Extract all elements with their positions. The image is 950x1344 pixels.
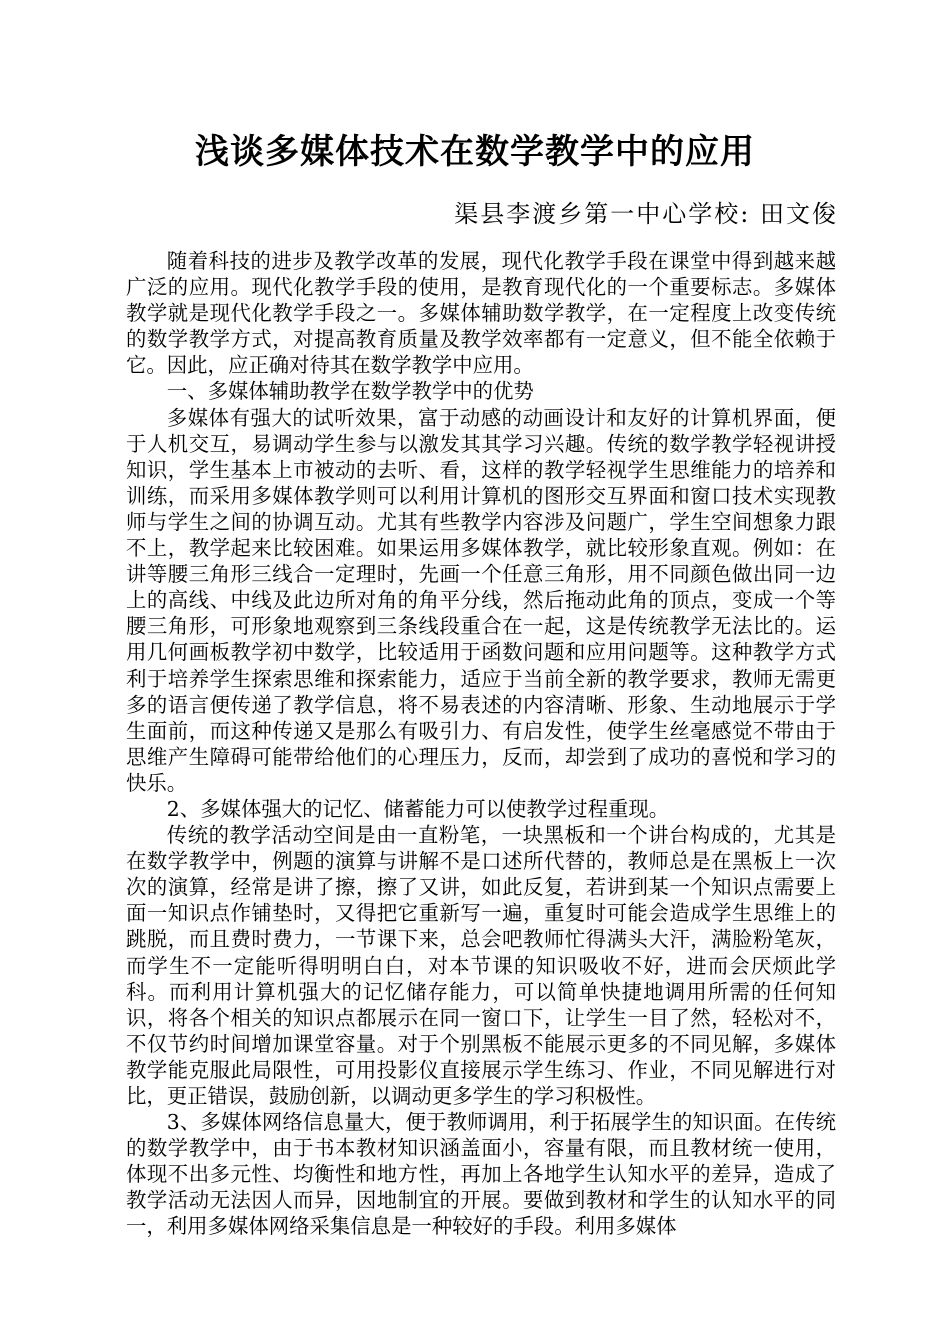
paragraph: 多媒体有强大的试听效果，富于动感的动画设计和友好的计算机界面，便于人机交互，易调动学生参与以激发其其学习兴趣。传统的数学教学轻视讲授知识，学生基本上市被动的去听、看，这样的教学轻视学生思维能力的培养和训练，而采用多媒体教学则可以利用计算机的图形交互界面和窗口技术实现教师与学生之间的协调互动。尤其有些教学内容涉及问题广，学生空间想象力跟不上，教学起来比较困难。如果运用多媒体教学，就比较形象直观。例如：在讲等腰三角形三线合一定理时，先画一个任意三角形，用不同颜色做出同一边上的高线、中线及此边所对角的角平分线，然后拖动此角的顶点，变成一个等腰三角形，可形象地观察到三条线段重合在一起，这是传统教学无法比的。运用几何画板教学初中数学，比较适用于函数问题和应用问题等。这种教学方式利于培养学生探索思维和探索能力，适应于当前全新的教学要求，教师无需更多的语言便传递了教学信息，将不易表述的内容清晰、形象、生动地展示于学生面前，而这种传递又是那么有吸引力、有启发性，使学生丝毫感觉不带由于思维产生障碍可能带给他们的心理压力，反而，却尝到了成功的喜悦和学习的快乐。 [126,405,836,795]
document-body [126,248,836,1240]
paragraph: 传统的教学活动空间是由一直粉笔，一块黑板和一个讲台构成的，尤其是在数学教学中，例题的演算与讲解不是口述所代替的，教师总是在黑板上一次次的演算，经常是讲了擦，擦了又讲，如此反复，若讲到某一个知识点需要上面一知识点作铺垫时，又得把它重新写一遍，重复时可能会造成学生思维上的跳脱，而且费时费力，一节课下来，总会吧教师忙得满头大汗，满脸粉笔灰，而学生不一定能听得明明白白，对本节课的知识吸收不好，进而会厌烦此学科。而利用计算机强大的记忆储存能力，可以简单快捷地调用所需的任何知识，将各个相关的知识点都展示在同一窗口下，让学生一目了然，轻松对不，不仅节约时间增加课堂容量。对于个别黑板不能展示更多的不同见解，多媒体教学能克服此局限性，可用投影仪直接展示学生练习、作业，不同见解进行对比，更正错误，鼓励创新，以调动更多学生的学习积极性。 [126,823,836,1108]
section-heading: 2、多媒体强大的记忆、储蓄能力可以使教学过程重现。 [166,796,670,821]
section-heading: 一、多媒体辅助教学在数学教学中的优势 [166,379,534,404]
author-line: 渠县李渡乡第一中心学校: 田文俊 [454,200,838,228]
paragraph: 3、多媒体网络信息量大，便于教师调用，利于拓展学生的知识面。在传统的数学教学中，由于书本教材知识涵盖面小，容量有限，而且教材统一使用，体现不出多元性、均衡性和地方性，再加上各地学生认知水平的差异，造成了教学活动无法因人而异，因地制宜的开展。要做到教材和学生的认知水平的同一，利用多媒体网络采集信息是一种较好的手段。利用多媒体 [126,1110,836,1239]
document-title: 浅谈多媒体技术在数学教学中的应用 [195,132,755,172]
paragraph: 随着科技的进步及教学改革的发展，现代化教学手段在课堂中得到越来越广泛的应用。现代化教学手段的使用，是教育现代化的一个重要标志。多媒体教学就是现代化教学手段之一。多媒体辅助数学教学，在一定程度上改变传统的数学教学方式，对提高教育质量及教学效率都有一定意义，但不能全依赖于它。因此，应正确对待其在数学教学中应用。 [126,249,836,378]
